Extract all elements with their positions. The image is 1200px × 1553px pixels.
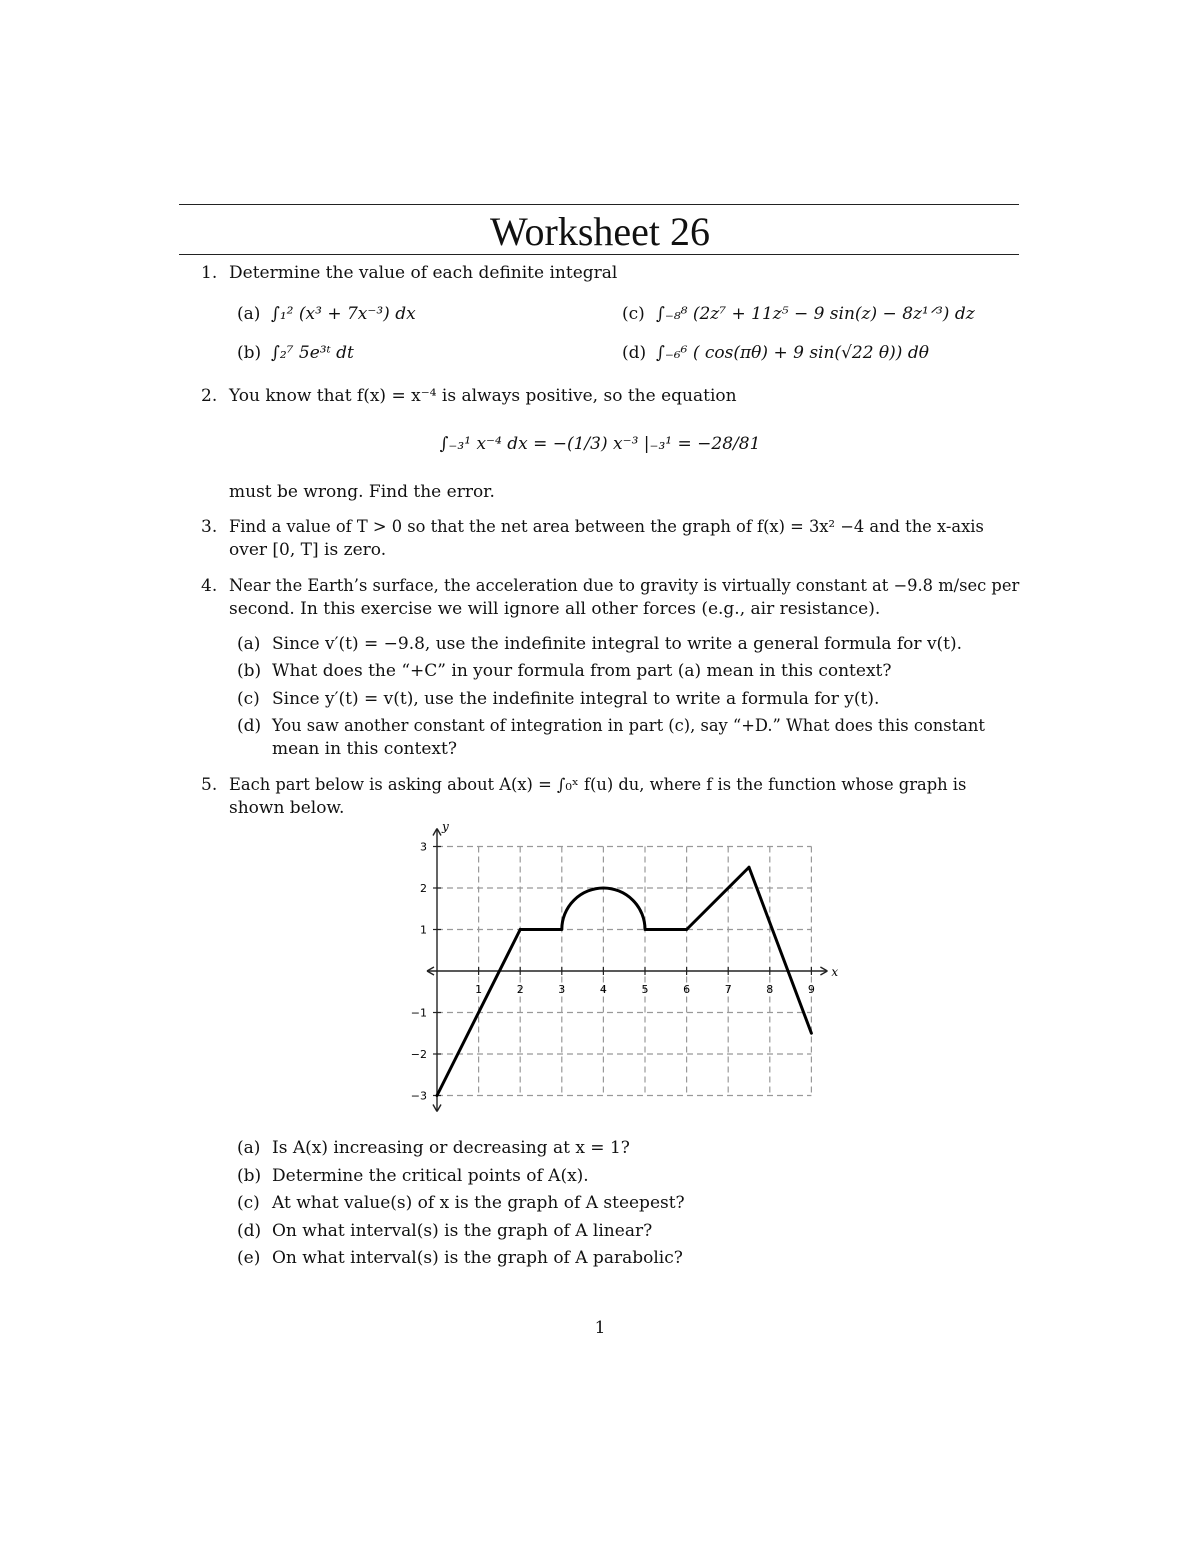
q1d-label: (d)	[622, 343, 647, 363]
q5-line1: Each part below is asking about A(x) = ∫₀ˣ f(u) du, where f is the function whose graph is	[229, 775, 967, 794]
q4c-text: Since y′(t) = v(t), use the indefinite integral to write a formula for y(t).	[272, 689, 880, 709]
x-tick-label: 4	[599, 983, 607, 996]
q5a-label: (a)	[237, 1138, 261, 1158]
q5b-text: Determine the critical points of A(x).	[272, 1166, 589, 1186]
q1a-label: (a)	[237, 304, 261, 324]
q1b-label: (b)	[237, 343, 262, 363]
q5d-text: On what interval(s) is the graph of A linear?	[272, 1221, 653, 1241]
y-tick-label: −1	[410, 1006, 427, 1020]
q5e-label: (e)	[237, 1248, 261, 1268]
y-tick-label: −3	[410, 1089, 427, 1103]
q1d-expr: ∫₋₆⁶ ( cos(πθ) + 9 sin(√22 θ)) dθ	[656, 343, 929, 363]
q2-text: You know that f(x) = x⁻⁴ is always positive, so the equation	[229, 386, 737, 406]
q5d-label: (d)	[237, 1221, 262, 1241]
x-tick-label: 2	[516, 983, 524, 996]
x-tick-label: 3	[558, 983, 566, 996]
page-number: 1	[594, 1318, 606, 1338]
q4a-label: (a)	[237, 634, 261, 654]
y-tick-label: 3	[420, 840, 427, 854]
curve-segment	[687, 867, 749, 929]
x-tick-label: 5	[641, 983, 649, 996]
curve	[437, 867, 811, 1095]
top-rule	[179, 204, 1019, 205]
q1c-label: (c)	[622, 304, 645, 324]
q2-equation: ∫₋₃¹ x⁻⁴ dx = −(1/3) x⁻³ |₋₃¹ = −28/81	[439, 434, 761, 454]
x-tick-label: 8	[766, 983, 774, 996]
q4a-text: Since v′(t) = −9.8, use the indefinite integral to write a general formula for v(t).	[272, 634, 963, 654]
page-title: Worksheet 26	[489, 209, 711, 254]
q3-number: 3.	[201, 517, 218, 537]
q5c-text: At what value(s) of x is the graph of A steepest?	[272, 1193, 685, 1213]
q3-line1: Find a value of T > 0 so that the net area between the graph of f(x) = 3x² −4 and the x-axis	[229, 517, 984, 536]
q4d-label: (d)	[237, 716, 262, 736]
x-tick-label: 1	[475, 983, 483, 996]
x-tick-label: 6	[683, 983, 691, 996]
q1b-expr: ∫₂⁷ 5e³ᵗ dt	[271, 343, 354, 363]
q1-number: 1.	[201, 263, 218, 283]
q5c-label: (c)	[237, 1193, 260, 1213]
q4b-text: What does the “+C” in your formula from part (a) mean in this context?	[272, 661, 892, 681]
q1a-expr: ∫₁² (x³ + 7x⁻³) dx	[271, 304, 416, 324]
q4-line2: second. In this exercise we will ignore all other forces (e.g., air resistance).	[229, 599, 881, 619]
q4d-line1: You saw another constant of integration in part (c), say “+D.” What does this constant	[272, 716, 985, 735]
x-tick-label: 7	[724, 983, 732, 996]
q4-number: 4.	[201, 576, 218, 596]
q1-text: Determine the value of each definite integral	[229, 263, 618, 283]
q4-line1: Near the Earth’s surface, the acceleration due to gravity is virtually constant at −9.8 m/sec per	[229, 576, 1020, 595]
title-rule	[179, 254, 1019, 255]
curve-segment	[749, 867, 811, 1033]
q1c-expr: ∫₋₈⁸ (2z⁷ + 11z⁵ − 9 sin(z) − 8z¹ᐟ³) dz	[656, 304, 975, 324]
y-axis-label: y	[442, 819, 449, 834]
function-graph	[395, 815, 855, 1125]
q2-tail: must be wrong. Find the error.	[229, 482, 495, 502]
q4b-label: (b)	[237, 661, 262, 681]
y-tick-label: 1	[420, 923, 427, 937]
y-tick-label: 2	[420, 882, 427, 895]
x-axis-label: x	[831, 965, 839, 979]
y-tick-label: −2	[410, 1048, 427, 1061]
q4c-label: (c)	[237, 689, 260, 709]
q5-number: 5.	[201, 775, 218, 795]
q5a-text: Is A(x) increasing or decreasing at x = 1?	[272, 1138, 630, 1158]
q5e-text: On what interval(s) is the graph of A parabolic?	[272, 1248, 683, 1268]
axes	[427, 820, 838, 1112]
q4d-line2: mean in this context?	[272, 739, 457, 759]
q5b-label: (b)	[237, 1166, 262, 1186]
q5-line2: shown below.	[229, 798, 345, 818]
q2-number: 2.	[201, 386, 218, 406]
q3-line2: over [0, T] is zero.	[229, 540, 387, 560]
x-tick-label: 9	[807, 983, 815, 996]
